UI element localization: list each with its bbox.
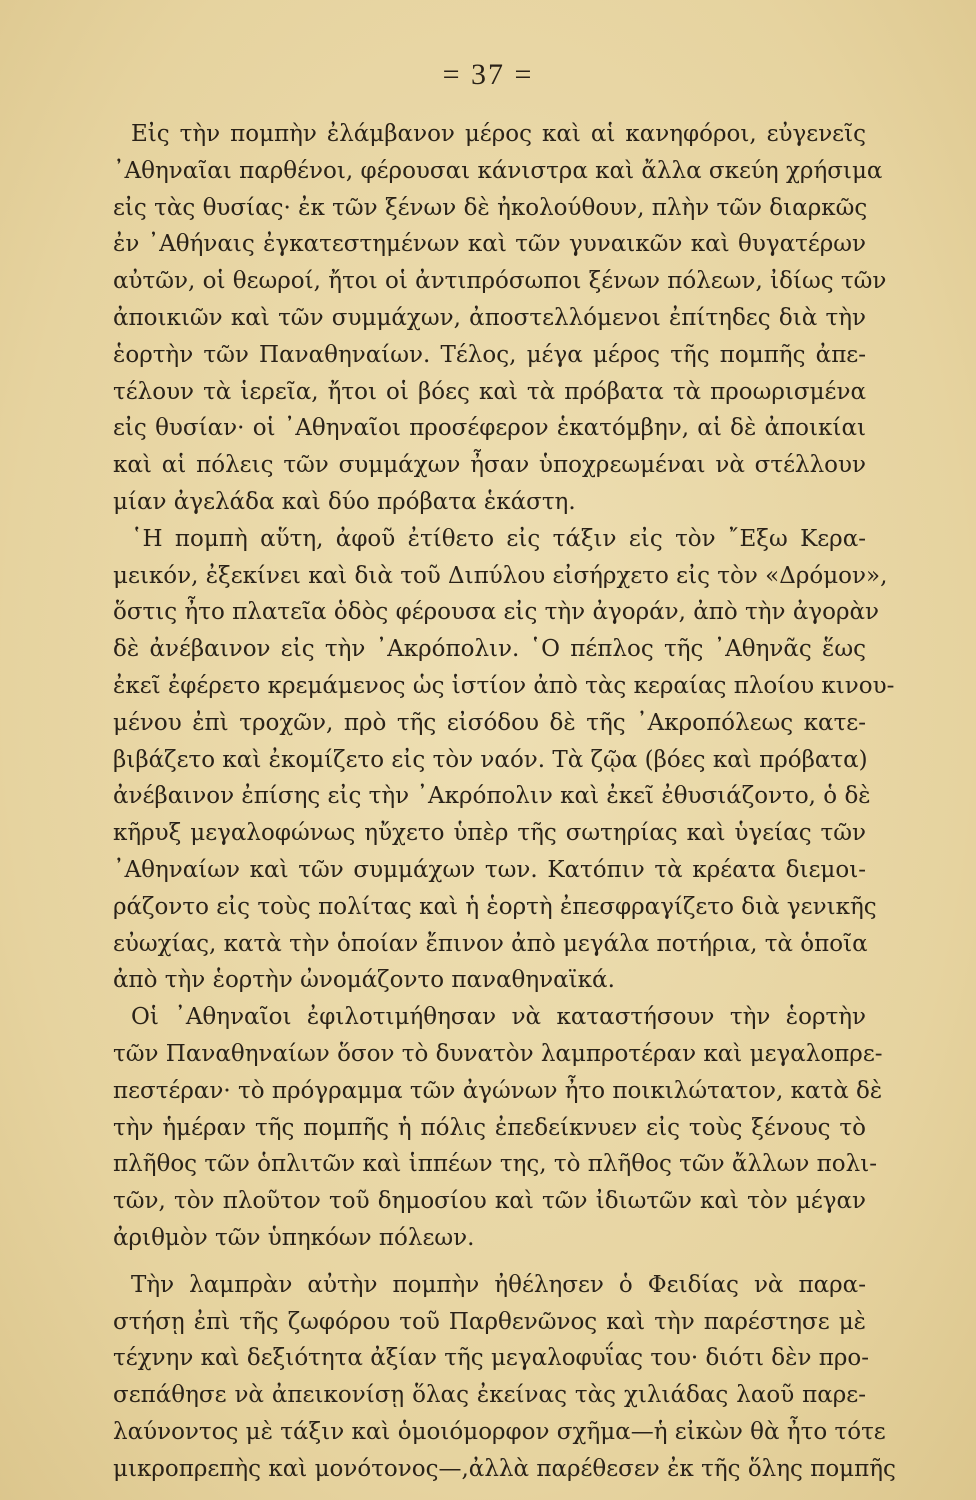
text-line: ᾿Αθηναῖαι παρθένοι, φέρουσαι κάνιστρα καὶ ἄλλα σκεύη χρήσιμα xyxy=(113,157,883,184)
text-line: Τὴν λαμπρὰν αὐτὴν πομπὴν ἠθέλησεν ὁ Φειδίας νὰ παρα- xyxy=(131,1271,866,1298)
text-line: Εἰς τὴν πομπὴν ἐλάμβανον μέρος καὶ αἱ κανηφόροι, εὐγενεῖς xyxy=(131,121,866,147)
text-line: ᾿Αθηναίων καὶ τῶν συμμάχων των. Κατόπιν τὰ κρέατα διεμοι- xyxy=(113,856,866,883)
text-line: αὐτῶν, οἱ θεωροί, ἤτοι οἱ ἀντιπρόσωποι ξένων πόλεων, ἰδίως τῶν xyxy=(113,268,887,295)
text-line: τὴν ἡμέραν τῆς πομπῆς ἡ πόλις ἐπεδείκνυεν εἰς τοὺς ξένους τὸ xyxy=(113,1114,866,1141)
paragraph xyxy=(113,999,883,1257)
text-line: εἰς θυσίαν· οἱ ᾿Αθηναῖοι προσέφερον ἑκατόμβην, αἱ δὲ ἀποικίαι xyxy=(113,415,866,442)
text-line: ράζοντο εἰς τοὺς πολίτας καὶ ἡ ἑορτὴ ἐπεσφραγίζετο διὰ γενικῆς xyxy=(113,893,877,920)
text-line: δὲ ἀνέβαινον εἰς τὴν ᾿Ακρόπολιν. ῾Ο πέπλος τῆς ᾿Αθηνᾶς ἕως xyxy=(113,636,866,663)
text-line: ἀριθμὸν τῶν ὑπηκόων πόλεων. xyxy=(113,1224,475,1251)
text-line: κῆρυξ μεγαλοφώνως ηὔχετο ὑπὲρ τῆς σωτηρίας καὶ ὑγείας τῶν xyxy=(113,820,866,847)
paragraph xyxy=(113,521,895,999)
text-line: πεστέραν· τὸ πρόγραμμα τῶν ἀγώνων ἦτο ποικιλώτατον, κατὰ δὲ xyxy=(113,1077,883,1104)
text-line: ὅστις ἦτο πλατεῖα ὁδὸς φέρουσα εἰς τὴν ἀγοράν, ἀπὸ τὴν ἀγορὰν xyxy=(113,599,879,626)
text-line: σεπάθησε νὰ ἀπεικονίσῃ ὅλας ἐκείνας τὰς χιλιάδας λαοῦ παρε- xyxy=(113,1382,866,1409)
text-line: τῶν Παναθηναίων ὅσον τὸ δυνατὸν λαμπροτέραν καὶ μεγαλοπρε- xyxy=(113,1040,883,1067)
text-line: στήσῃ ἐπὶ τῆς ζωφόρου τοῦ Παρθενῶνος καὶ τὴν παρέστησε μὲ xyxy=(113,1308,866,1335)
text-line: λαύνοντος μὲ τάξιν καὶ ὁμοιόμορφον σχῆμα—ἡ εἰκὼν θὰ ἦτο τότε xyxy=(113,1418,886,1445)
text-line: ἐν ᾿Αθήναις ἐγκατεστημένων καὶ τῶν γυναικῶν καὶ θυγατέρων xyxy=(113,231,866,258)
paragraph xyxy=(113,116,887,521)
text-line: βιβάζετο καὶ ἐκομίζετο εἰς τὸν ναόν. Τὰ ζῷα (βόες καὶ πρόβατα) xyxy=(113,746,868,773)
text-line: μικροπρεπὴς καὶ μονότονος—,ἀλλὰ παρέθεσεν ἐκ τῆς ὅλης πομπῆς xyxy=(113,1455,896,1482)
text-line: μεικόν, ἐξεκίνει καὶ διὰ τοῦ Διπύλου εἰσήρχετο εἰς τὸν «Δρόμον», xyxy=(113,562,888,589)
text-line: ἀνέβαινον ἐπίσης εἰς τὴν ᾿Ακρόπολιν καὶ ἐκεῖ ἐθυσιάζοντο, ὁ δὲ xyxy=(113,783,871,810)
text-line: καὶ αἱ πόλεις τῶν συμμάχων ἦσαν ὑποχρεωμέναι νὰ στέλλουν xyxy=(113,452,866,479)
text-line: πλῆθος τῶν ὁπλιτῶν καὶ ἱππέων της, τὸ πλῆθος τῶν ἄλλων πολι- xyxy=(113,1151,877,1178)
paragraph xyxy=(113,1267,896,1488)
text-line: ἐκεῖ ἐφέρετο κρεμάμενος ὡς ἱστίον ἀπὸ τὰς κεραίας πλοίου κινου- xyxy=(113,672,895,699)
text-line: τῶν, τὸν πλοῦτον τοῦ δημοσίου καὶ τῶν ἰδιωτῶν καὶ τὸν μέγαν xyxy=(113,1188,866,1215)
text-line: ῾Η πομπὴ αὕτη, ἀφοῦ ἐτίθετο εἰς τάξιν εἰς τὸν ῎Εξω Κερα- xyxy=(131,525,866,552)
text-line: τέχνην καὶ δεξιότητα ἀξίαν τῆς μεγαλοφυΐας του· διότι δὲν προ- xyxy=(113,1345,870,1372)
text-line: εὐωχίας, κατὰ τὴν ὁποίαν ἔπινον ἀπὸ μεγάλα ποτήρια, τὰ ὁποῖα xyxy=(113,930,868,957)
text-line: ἀπὸ τὴν ἑορτὴν ὠνομάζοντο παναθηναϊκά. xyxy=(113,967,615,994)
text-line: τέλουν τὰ ἱερεῖα, ἤτοι οἱ βόες καὶ τὰ πρόβατα τὰ προωρισμένα xyxy=(113,378,866,405)
text-line: ἑορτὴν τῶν Παναθηναίων. Τέλος, μέγα μέρος τῆς πομπῆς ἀπε- xyxy=(113,341,866,368)
text-line: μίαν ἀγελάδα καὶ δύο πρόβατα ἑκάστη. xyxy=(113,488,576,515)
text-line: Οἱ ᾿Αθηναῖοι ἐφιλοτιμήθησαν νὰ καταστήσουν τὴν ἑορτὴν xyxy=(131,1004,866,1031)
text-line: εἰς τὰς θυσίας· ἐκ τῶν ξένων δὲ ἠκολούθουν, πλὴν τῶν διαρκῶς xyxy=(113,194,868,221)
body-text xyxy=(113,116,896,1487)
text-line: μένου ἐπὶ τροχῶν, πρὸ τῆς εἰσόδου δὲ τῆς ᾿Ακροπόλεως κατε- xyxy=(113,709,866,736)
page-number: = 37 = xyxy=(442,58,534,91)
text-line: ἀποικιῶν καὶ τῶν συμμάχων, ἀποστελλόμενοι ἐπίτηδες διὰ τὴν xyxy=(113,304,866,331)
